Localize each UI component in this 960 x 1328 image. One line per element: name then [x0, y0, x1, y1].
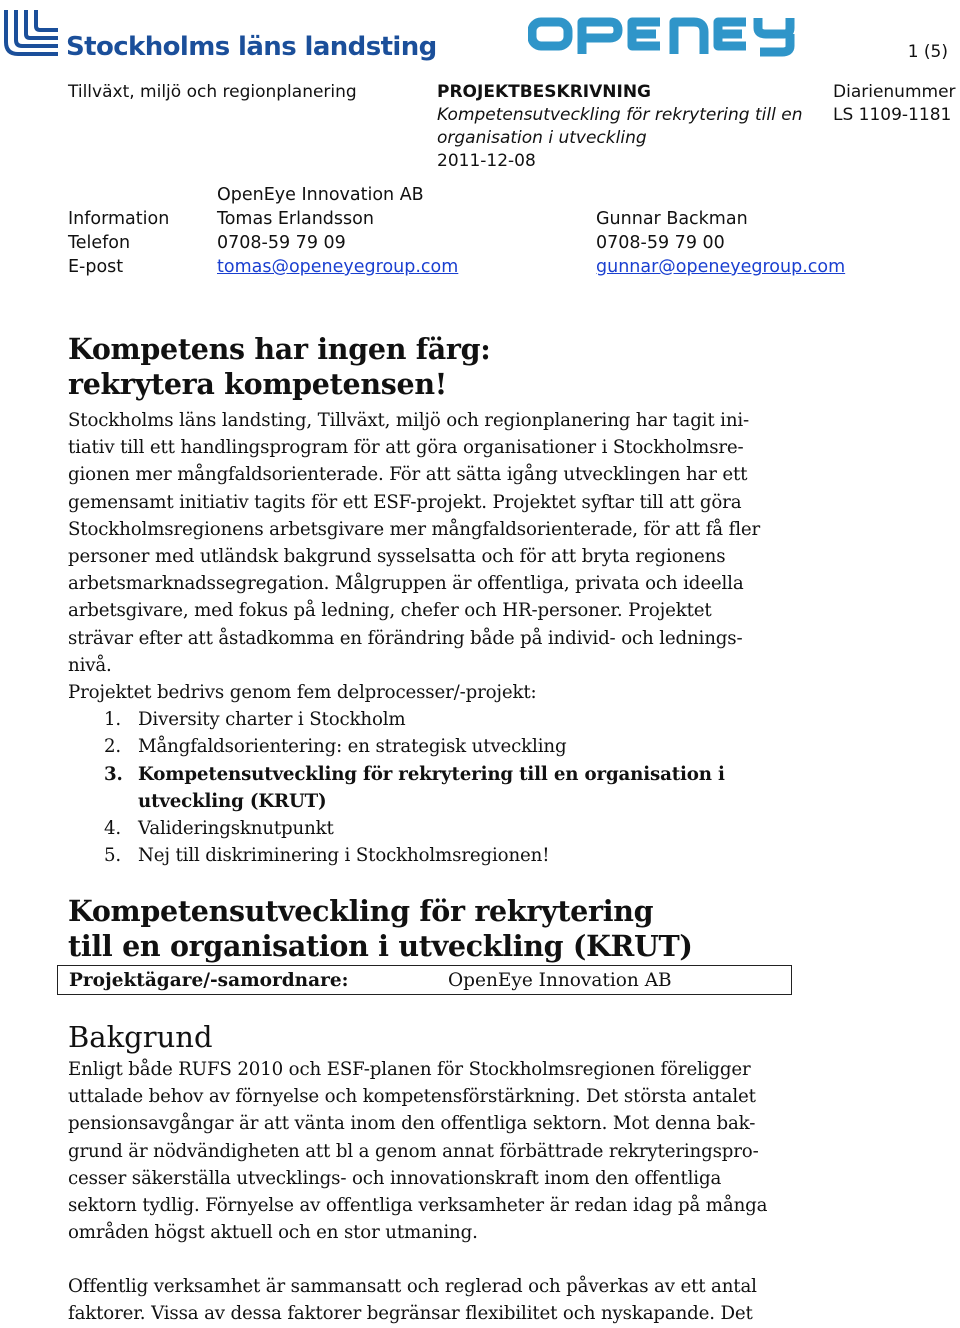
section2-heading-line1: Kompetensutveckling för rekrytering: [68, 894, 654, 928]
background-para1: [68, 1056, 948, 1246]
list-item-number: 1.: [104, 709, 122, 731]
section2-heading: [68, 894, 693, 964]
section1-body: [68, 407, 948, 869]
sll-logo-wordmark: Stockholms läns landsting: [66, 32, 437, 62]
document-subtitle-line1: Kompetensutveckling för rekrytering till en: [437, 105, 803, 125]
project-owner-box: [57, 965, 792, 995]
background-heading: Bakgrund: [68, 1020, 213, 1054]
background-line: Enligt både RUFS 2010 och ESF-planen för Stockholmsregionen föreligger: [68, 1059, 751, 1080]
contact-person1-email-link[interactable]: tomas@openeyegroup.com: [217, 257, 459, 277]
background-para2: [68, 1273, 948, 1327]
list-item: [68, 761, 948, 788]
list-item-text: utveckling (KRUT): [138, 790, 327, 812]
process-list: [68, 706, 948, 869]
list-item: [68, 842, 948, 869]
section1-line: strävar efter att åstadkomma en förändring både på individ- och lednings-: [68, 627, 743, 649]
contact-company: OpenEye Innovation AB: [217, 185, 424, 205]
background-line: sektorn tydlig. Förnyelse av offentliga verksamheter är redan idag på många: [68, 1195, 768, 1217]
section1-line: arbetsgivare, med fokus på ledning, chefer och HR-personer. Projektet: [68, 600, 712, 622]
list-item-number: 2.: [104, 736, 122, 758]
process-list-intro: Projektet bedrivs genom fem delprocesser/-projekt:: [68, 682, 537, 704]
openeye-logo: [528, 14, 808, 60]
background-line: Offentlig verksamhet är sammansatt och reglerad och påverkas av ett antal: [68, 1276, 757, 1297]
background-line: pensionsavgångar är att vänta inom den offentliga sektorn. Mot denna bak-: [68, 1113, 756, 1135]
diary-number: LS 1109-1181: [833, 105, 952, 125]
document-title-block: [437, 81, 802, 173]
department: Tillväxt, miljö och regionplanering: [68, 82, 357, 102]
list-item-number: 4.: [104, 818, 122, 840]
contact-label-phone: Telefon: [68, 233, 131, 253]
section1-line: gionen mer mångfaldsorienterade. För att sätta igång utvecklingen har ett: [68, 464, 748, 486]
list-item-number: 5.: [104, 845, 122, 867]
contact-label-email: E-post: [68, 257, 124, 277]
background-line: grund är nödvändigheten att bl a genom annat förbättrade rekryteringspro-: [68, 1140, 759, 1162]
contact-person2-phone: 0708-59 79 00: [596, 233, 725, 253]
sll-logo-mark-icon: [0, 8, 60, 60]
contact-person2-email-cell: [596, 255, 845, 279]
document-type: PROJEKTBESKRIVNING: [437, 82, 652, 102]
list-item: [68, 815, 948, 842]
section1-line: arbetsmarknadssegregation. Målgruppen är offentliga, privata och ideella: [68, 573, 744, 595]
section1-line: Stockholmsregionens arbetsgivare mer mångfaldsorienterade, för att få fler: [68, 518, 761, 540]
section1-line: personer med utländsk bakgrund sysselsatta och för att bryta regionens: [68, 546, 726, 568]
contact-person2-name: Gunnar Backman: [596, 209, 748, 229]
document-subtitle-line2: organisation i utveckling: [437, 128, 647, 148]
project-owner-value: OpenEye Innovation AB: [448, 970, 672, 991]
background-line: områden högst aktuell och en stor utmaning.: [68, 1222, 478, 1244]
list-item-text: Nej till diskriminering i Stockholmsregionen!: [138, 845, 550, 867]
list-item-number: 3.: [104, 763, 123, 785]
contact-person2-email-link[interactable]: gunnar@openeyegroup.com: [596, 257, 846, 277]
background-line: faktorer. Vissa av dessa faktorer begränsar flexibilitet och nyskapande. Det: [68, 1303, 753, 1325]
contact-person1-phone: 0708-59 79 09: [217, 233, 346, 253]
background-line: cesser säkerställa utvecklings- och innovationskraft inom den offentliga: [68, 1167, 722, 1189]
list-item: [68, 733, 948, 760]
contact-label-information: Information: [68, 209, 170, 229]
section1-line: gemensamt initiativ tagits för ett ESF-projekt. Projektet syftar till att göra: [68, 491, 742, 513]
project-owner-label: Projektägare/-samordnare:: [69, 970, 349, 991]
page-number: 1 (5): [907, 42, 948, 62]
background-line: uttalade behov av förnyelse och kompetensförstärkning. Det största antalet: [68, 1086, 756, 1108]
list-item: [68, 706, 948, 733]
contact-person1-email-cell: [217, 255, 458, 279]
section1-line: Stockholms läns landsting, Tillväxt, miljö och regionplanering har tagit ini-: [68, 410, 750, 431]
section1-line: tiativ till ett handlingsprogram för att göra organisationer i Stockholmsre-: [68, 437, 744, 459]
section1-heading: [68, 332, 490, 402]
document-date: 2011-12-08: [437, 151, 536, 171]
section1-heading-line1: Kompetens har ingen färg:: [68, 332, 491, 366]
section2-heading-line2: till en organisation i utveckling (KRUT): [68, 929, 693, 963]
list-item-text: Valideringsknutpunkt: [138, 818, 334, 840]
list-item-continuation: [68, 788, 948, 815]
list-item-text: Mångfaldsorientering: en strategisk utveckling: [138, 736, 567, 758]
diary-label: Diarienummer: [833, 82, 956, 102]
sll-logo: [0, 4, 437, 64]
section1-line: nivå.: [68, 654, 112, 676]
section1-heading-line2: rekrytera kompetensen!: [68, 367, 447, 401]
list-item-text: Diversity charter i Stockholm: [138, 709, 406, 731]
openeye-logo-icon: [528, 14, 808, 60]
contact-person1-name: Tomas Erlandsson: [217, 209, 374, 229]
list-item-text: Kompetensutveckling för rekrytering till en organisation i: [138, 763, 725, 785]
diary-block: [833, 81, 956, 127]
